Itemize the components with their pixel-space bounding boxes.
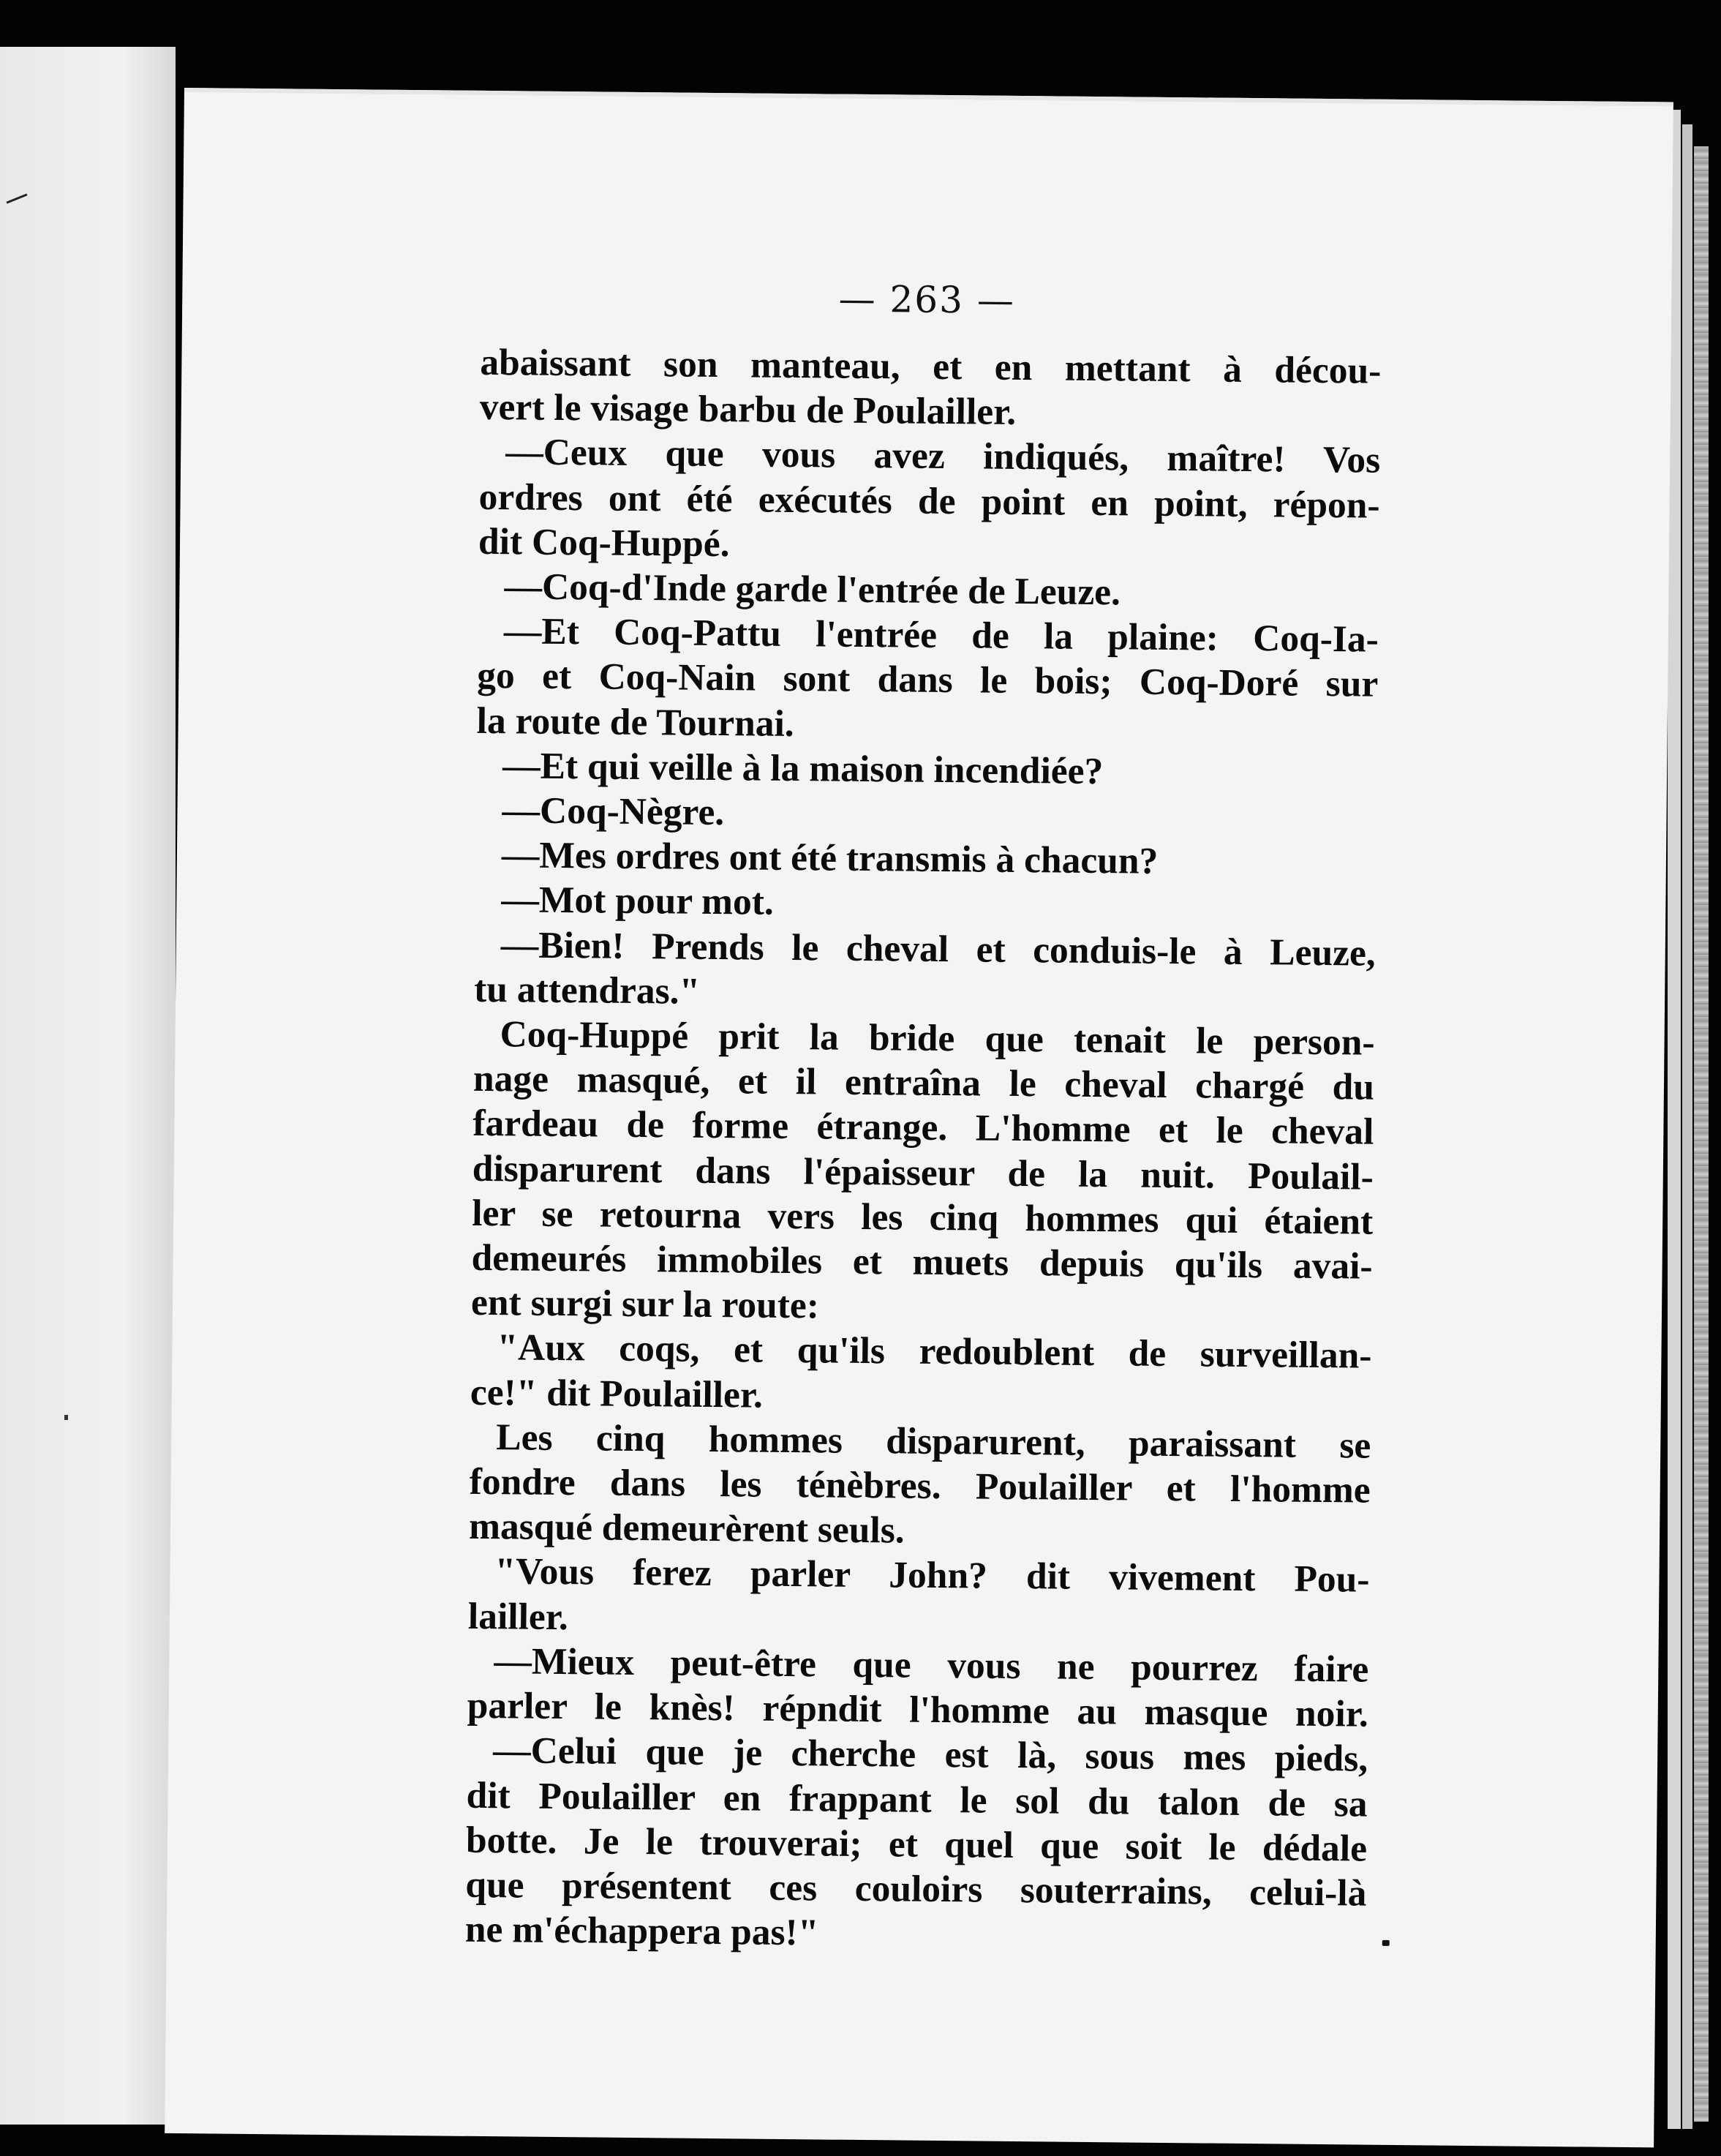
text-line: masqué demeurèrent seuls. (468, 1506, 905, 1552)
page-edge (1682, 124, 1692, 2129)
ink-speck (1382, 1940, 1390, 1946)
text-line: nage masqué, et il entraîna le cheval chargé du (472, 1058, 1375, 1108)
book-page (165, 88, 1673, 2147)
text-line: disparurent dans l'épaisseur de la nuit. Poulail- (472, 1147, 1374, 1198)
text-line: "Vous ferez parler John? dit vivement Pou- (494, 1550, 1370, 1601)
text-line: —Mot pour mot. (501, 879, 775, 924)
text-line: —Mieux peut-être que vous ne pourrez faire (494, 1640, 1369, 1691)
text-line: demeurés immobiles et muets depuis qu'ils avai- (471, 1236, 1373, 1288)
text-line: —Celui que je cherche est là, sous mes pieds, (492, 1729, 1368, 1780)
page-number: — 263 — (838, 277, 1016, 322)
text-line: ce!" dit Poulailler. (470, 1371, 764, 1416)
body-text (465, 340, 1382, 1961)
text-line: —Ceux que vous avez indiqués, maître! Vos (505, 431, 1381, 482)
text-line: go et Coq-Nain sont dans le bois; Coq-Doré sur (477, 655, 1379, 706)
text-line: ent surgi sur la route: (470, 1282, 820, 1327)
left-facing-page (0, 47, 176, 2125)
text-line: lailler. (467, 1595, 569, 1638)
text-line: vert le visage barbu de Poulailler. (479, 386, 1017, 434)
text-line: —Coq-d'Inde garde l'entrée de Leuze. (504, 566, 1121, 614)
text-line: "Aux coqs, et qu'ils redoublent de surveillan- (497, 1326, 1372, 1378)
text-line: la route de Tournai. (476, 699, 794, 745)
text-line: —Mes ordres ont été transmis à chacun? (501, 834, 1159, 883)
text-line: Les cinq hommes disparurent, paraissant se (496, 1416, 1371, 1467)
text-line: tu attendras." (473, 968, 701, 1013)
text-line: —Et qui veille à la maison incendiée? (502, 745, 1104, 792)
text-line: —Coq-Nègre. (502, 789, 725, 834)
text-line: —Bien! Prends le cheval et conduis-le à Leuze, (500, 923, 1376, 974)
text-line: ler se retourna vers les cinq hommes qui étaient (471, 1192, 1374, 1243)
ink-dot (64, 1415, 68, 1420)
text-line: ne m'échappera pas!" (464, 1908, 819, 1954)
text-line: parler le knès! répndit l'homme au masque noir. (467, 1684, 1369, 1735)
text-line: dit Coq-Huppé. (478, 520, 730, 565)
text-line: fardeau de forme étrange. L'homme et le cheval (472, 1103, 1374, 1154)
text-line: Coq-Huppé prit la bride que tenait le person- (500, 1013, 1375, 1064)
text-line: fondre dans les ténèbres. Poulailler et l'homme (469, 1460, 1371, 1511)
ink-mark (7, 193, 28, 203)
text-line: —Et Coq-Pattu l'entrée de la plaine: Coq-Ia- (503, 610, 1379, 661)
text-line: botte. Je le trouverai; et quel que soit le dédale (465, 1819, 1368, 1870)
page-edge-stack (1694, 146, 1709, 2122)
text-line: abaissant son manteau, et en mettant à décou- (480, 341, 1382, 392)
text-line: dit Poulailler en frappant le sol du talon de sa (466, 1774, 1368, 1825)
text-line: ordres ont été exécutés de point en point, répon- (478, 476, 1380, 527)
text-line: que présentent ces couloirs souterrains, celui-là (465, 1863, 1367, 1915)
